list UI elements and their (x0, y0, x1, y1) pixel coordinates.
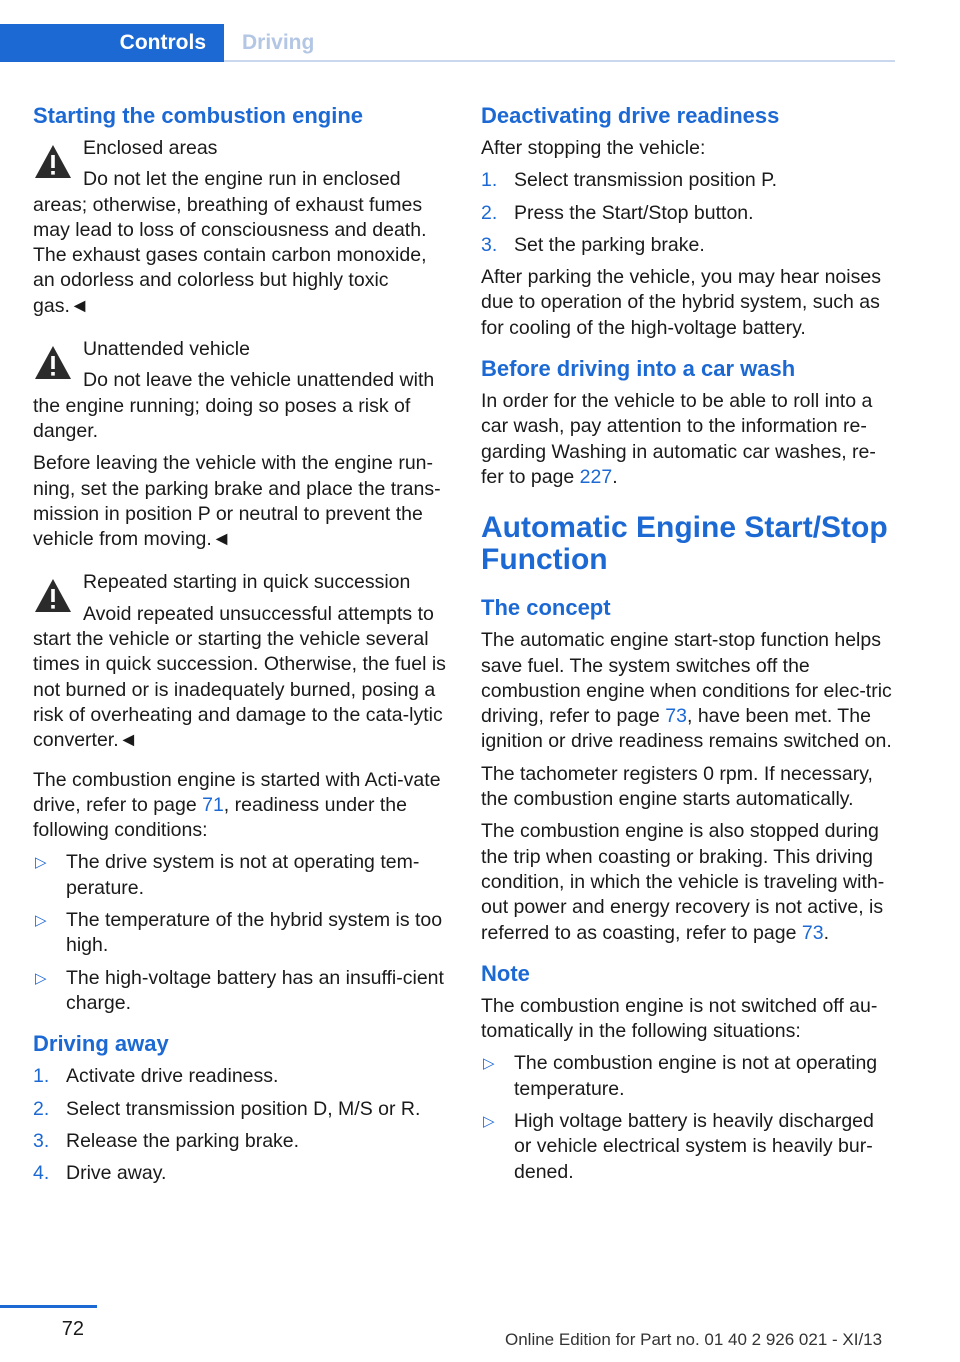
heading-starting-engine: Starting the combustion engine (33, 103, 364, 128)
list-item: 2. Select transmission position D, M/S or R. (33, 1097, 421, 1120)
list-item: 2. Press the Start/Stop button. (481, 201, 754, 224)
paragraph-car-wash: In order for the vehicle to be able to roll into a car wash, pay attention to the information re-garding Washing in automatic car washes, re-fer to page 227. (481, 390, 876, 488)
footer-rule (0, 1305, 97, 1308)
warning-title: Repeated starting in quick succession (83, 571, 411, 594)
page-link-227[interactable]: 227 (579, 465, 613, 488)
paragraph-before-leaving: Before leaving the vehicle with the engine run-ning, set the parking brake and place the trans-mission in position P or neutral to prevent the vehicle from moving.◄ (33, 452, 441, 551)
paragraph-engine-started: The combustion engine is started with Acti-vate drive, refer to page 71, readiness under the following conditions: (33, 768, 441, 842)
warning-body: Do not let the engine run in enclosed areas; otherwise, breathing of exhaust fumes may lead to loss of consciousness and death. The exhaust gases contain carbon monoxide, an odorless and colorless but highly toxic gas.◄ (33, 168, 427, 317)
section-tabs (0, 24, 895, 62)
heading-concept: The concept (481, 595, 611, 621)
list-item: 3. Set the parking brake. (481, 233, 705, 256)
note-list (481, 1051, 896, 1184)
paragraph-concept: The automatic engine start-stop function helps save fuel. The system switches off the combustion engine when conditions for elec-tric driving, refer to page 73, have been met. The ignition or drive readiness remains switched on. (481, 629, 892, 753)
edition-footer: Online Edition for Part no. 01 40 2 926 021 - XI/13 (505, 1330, 883, 1349)
deactivate-steps (481, 168, 896, 258)
triangle-bullet-icon: ▷ (35, 969, 47, 987)
heading-auto-start-stop: Automatic Engine Start/Stop Function (481, 511, 888, 577)
triangle-bullet-icon: ▷ (35, 854, 47, 872)
warning-body: Avoid repeated unsuccessful attempts to start the vehicle or starting the vehicle several times in quick succession. Otherwise, the fuel is not burned or is inadequately burned, posing a risk of overheating and damage to the cata-lytic converter.◄ (33, 602, 446, 752)
triangle-bullet-icon: ▷ (483, 1113, 495, 1131)
tab-controls[interactable]: Controls (0, 24, 224, 62)
triangle-bullet-icon: ▷ (483, 1055, 495, 1073)
tab-driving[interactable]: Driving (224, 24, 895, 62)
warning-triangle-icon (33, 343, 73, 383)
list-item: ▷ The high-voltage battery has an insuffi-cient charge. (35, 966, 444, 1014)
page-link-73[interactable]: 73 (801, 921, 824, 944)
heading-note: Note (481, 960, 530, 986)
conditions-list (33, 850, 448, 1016)
list-item: 1. Select transmission position P. (481, 169, 778, 192)
triangle-bullet-icon: ▷ (35, 912, 47, 930)
heading-driving-away: Driving away (33, 1031, 169, 1057)
list-item: ▷ High voltage battery is heavily discharged or vehicle electrical system is heavily bur-dened. (483, 1110, 874, 1183)
list-item: ▷ The drive system is not at operating tem-perature. (35, 851, 420, 899)
warning-unattended-vehicle (33, 337, 448, 444)
heading-car-wash: Before driving into a car wash (481, 356, 796, 382)
warning-enclosed-areas (33, 136, 448, 319)
paragraph-coasting: The combustion engine is also stopped during the trip when coasting or braking. This driving condition, in which the vehicle is traveling with-out power and energy recovery is not active, is referred to as coasting, refer to page 73. (481, 820, 885, 944)
warning-repeated-starting (33, 570, 448, 753)
heading-deactivating: Deactivating drive readiness (481, 103, 780, 128)
warning-title: Enclosed areas (83, 137, 218, 159)
page-link-71[interactable]: 71 (202, 793, 224, 816)
page-number: 72 (61, 1318, 84, 1340)
warning-triangle-icon (33, 142, 73, 182)
driving-away-steps (33, 1064, 448, 1186)
right-column (481, 100, 896, 1192)
warning-triangle-icon (33, 576, 73, 616)
list-item: ▷ The combustion engine is not at operating temperature. (483, 1052, 878, 1100)
list-item: 4. Drive away. (33, 1162, 167, 1185)
warning-body: Do not leave the vehicle unattended with the engine running; doing so poses a risk of danger. (33, 369, 435, 442)
paragraph-note: The combustion engine is not switched off au-tomatically in the following situations: (481, 994, 878, 1043)
paragraph-after-parking: After parking the vehicle, you may hear noises due to operation of the hybrid system, such as for cooling of the high-voltage battery. (481, 266, 881, 339)
warning-title: Unattended vehicle (83, 338, 250, 361)
list-item: ▷ The temperature of the hybrid system is too high. (35, 909, 443, 957)
list-item: 3. Release the parking brake. (33, 1129, 300, 1152)
left-column (33, 100, 448, 1193)
paragraph-after-stopping: After stopping the vehicle: (481, 137, 706, 159)
page-link-73[interactable]: 73 (665, 705, 687, 728)
paragraph-tachometer: The tachometer registers 0 rpm. If necessary, the combustion engine starts automatically. (481, 762, 873, 811)
list-item: 1. Activate drive readiness. (33, 1065, 279, 1088)
